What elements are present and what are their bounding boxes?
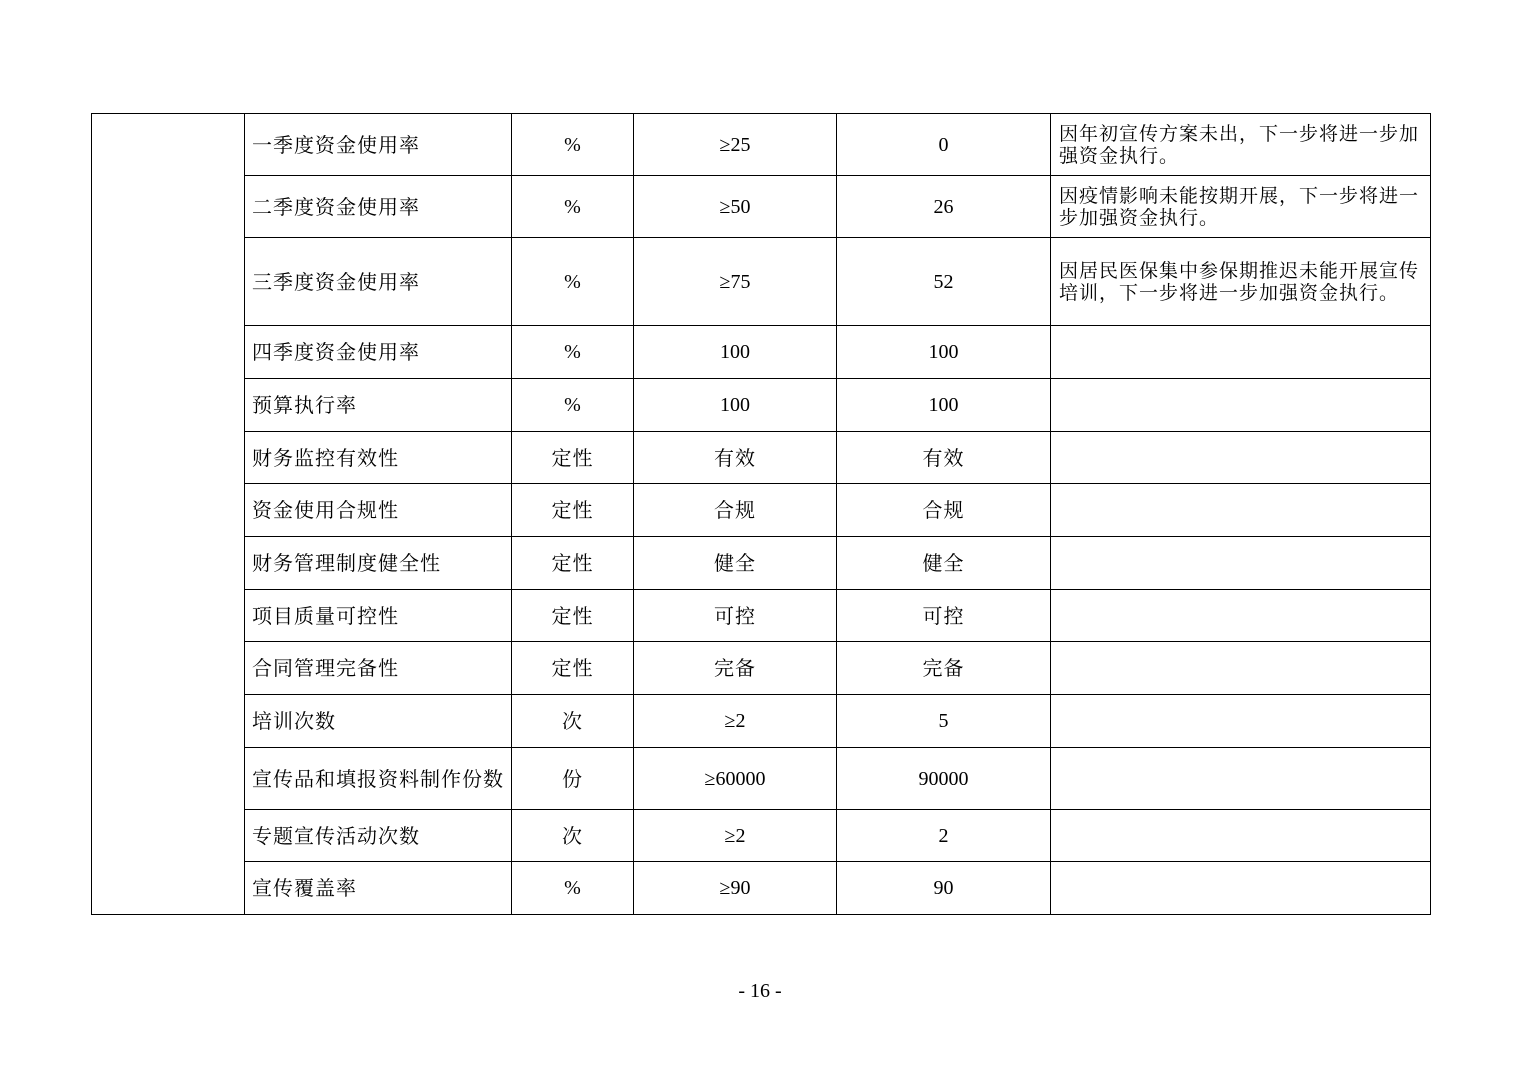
indicator-target: ≥25	[634, 114, 837, 176]
table-row	[92, 238, 1431, 326]
indicator-name: 培训次数	[245, 695, 512, 748]
indicator-unit: %	[512, 862, 634, 915]
indicator-actual: 健全	[837, 537, 1051, 590]
table-row	[92, 862, 1431, 915]
indicator-name: 资金使用合规性	[245, 484, 512, 537]
table-row	[92, 379, 1431, 432]
indicator-note	[1051, 484, 1431, 537]
table-row	[92, 590, 1431, 642]
indicator-unit: 定性	[512, 484, 634, 537]
page-number: - 16 -	[738, 980, 782, 1002]
table-row	[92, 642, 1431, 695]
indicator-note: 因疫情影响未能按期开展，下一步将进一步加强资金执行。	[1051, 176, 1431, 238]
indicator-target: 完备	[634, 642, 837, 695]
indicator-unit: 定性	[512, 432, 634, 484]
indicator-name: 三季度资金使用率	[245, 238, 512, 326]
indicator-name: 预算执行率	[245, 379, 512, 432]
indicator-note	[1051, 862, 1431, 915]
indicator-note	[1051, 642, 1431, 695]
indicator-unit: %	[512, 379, 634, 432]
indicator-note	[1051, 432, 1431, 484]
indicator-target: ≥2	[634, 810, 837, 862]
indicator-name: 宣传品和填报资料制作份数	[245, 748, 512, 810]
indicator-group-cell	[92, 114, 245, 915]
indicator-actual: 完备	[837, 642, 1051, 695]
indicator-name: 四季度资金使用率	[245, 326, 512, 379]
indicator-actual: 5	[837, 695, 1051, 748]
indicator-actual: 100	[837, 379, 1051, 432]
indicator-actual: 90	[837, 862, 1051, 915]
indicator-unit: 定性	[512, 590, 634, 642]
indicator-target: 合规	[634, 484, 837, 537]
table-row	[92, 695, 1431, 748]
indicator-note	[1051, 810, 1431, 862]
indicator-target: ≥75	[634, 238, 837, 326]
indicator-target: 可控	[634, 590, 837, 642]
indicator-actual: 可控	[837, 590, 1051, 642]
indicator-target: 100	[634, 326, 837, 379]
table-row	[92, 748, 1431, 810]
indicator-target: ≥90	[634, 862, 837, 915]
table-row	[92, 326, 1431, 379]
indicator-target: 100	[634, 379, 837, 432]
indicator-name: 财务监控有效性	[245, 432, 512, 484]
indicator-note	[1051, 537, 1431, 590]
indicator-target: 健全	[634, 537, 837, 590]
indicator-actual: 26	[837, 176, 1051, 238]
table-row	[92, 432, 1431, 484]
indicator-name: 专题宣传活动次数	[245, 810, 512, 862]
indicator-unit: %	[512, 326, 634, 379]
indicator-actual: 2	[837, 810, 1051, 862]
indicator-target: ≥50	[634, 176, 837, 238]
indicator-actual: 0	[837, 114, 1051, 176]
indicator-name: 财务管理制度健全性	[245, 537, 512, 590]
indicator-unit: 定性	[512, 642, 634, 695]
indicator-note: 因年初宣传方案未出，下一步将进一步加强资金执行。	[1051, 114, 1431, 176]
indicator-actual: 合规	[837, 484, 1051, 537]
indicator-note	[1051, 695, 1431, 748]
indicator-note	[1051, 379, 1431, 432]
performance-indicator-table	[91, 113, 1431, 915]
indicator-unit: 次	[512, 695, 634, 748]
indicator-target: 有效	[634, 432, 837, 484]
indicator-actual: 有效	[837, 432, 1051, 484]
table-body	[92, 114, 1431, 915]
indicator-actual: 100	[837, 326, 1051, 379]
indicator-note	[1051, 590, 1431, 642]
indicator-unit: %	[512, 238, 634, 326]
indicator-name: 合同管理完备性	[245, 642, 512, 695]
indicator-name: 宣传覆盖率	[245, 862, 512, 915]
indicator-actual: 90000	[837, 748, 1051, 810]
indicator-unit: 份	[512, 748, 634, 810]
indicator-name: 项目质量可控性	[245, 590, 512, 642]
indicator-unit: %	[512, 114, 634, 176]
indicator-unit: 次	[512, 810, 634, 862]
indicator-unit: %	[512, 176, 634, 238]
table-row	[92, 484, 1431, 537]
indicator-note: 因居民医保集中参保期推迟未能开展宣传培训，下一步将进一步加强资金执行。	[1051, 238, 1431, 326]
table-row	[92, 537, 1431, 590]
indicator-note	[1051, 748, 1431, 810]
indicator-target: ≥60000	[634, 748, 837, 810]
indicator-unit: 定性	[512, 537, 634, 590]
indicator-target: ≥2	[634, 695, 837, 748]
indicator-name: 一季度资金使用率	[245, 114, 512, 176]
indicator-name: 二季度资金使用率	[245, 176, 512, 238]
table-row	[92, 176, 1431, 238]
table-row	[92, 810, 1431, 862]
indicator-actual: 52	[837, 238, 1051, 326]
indicator-note	[1051, 326, 1431, 379]
table-row	[92, 114, 1431, 176]
